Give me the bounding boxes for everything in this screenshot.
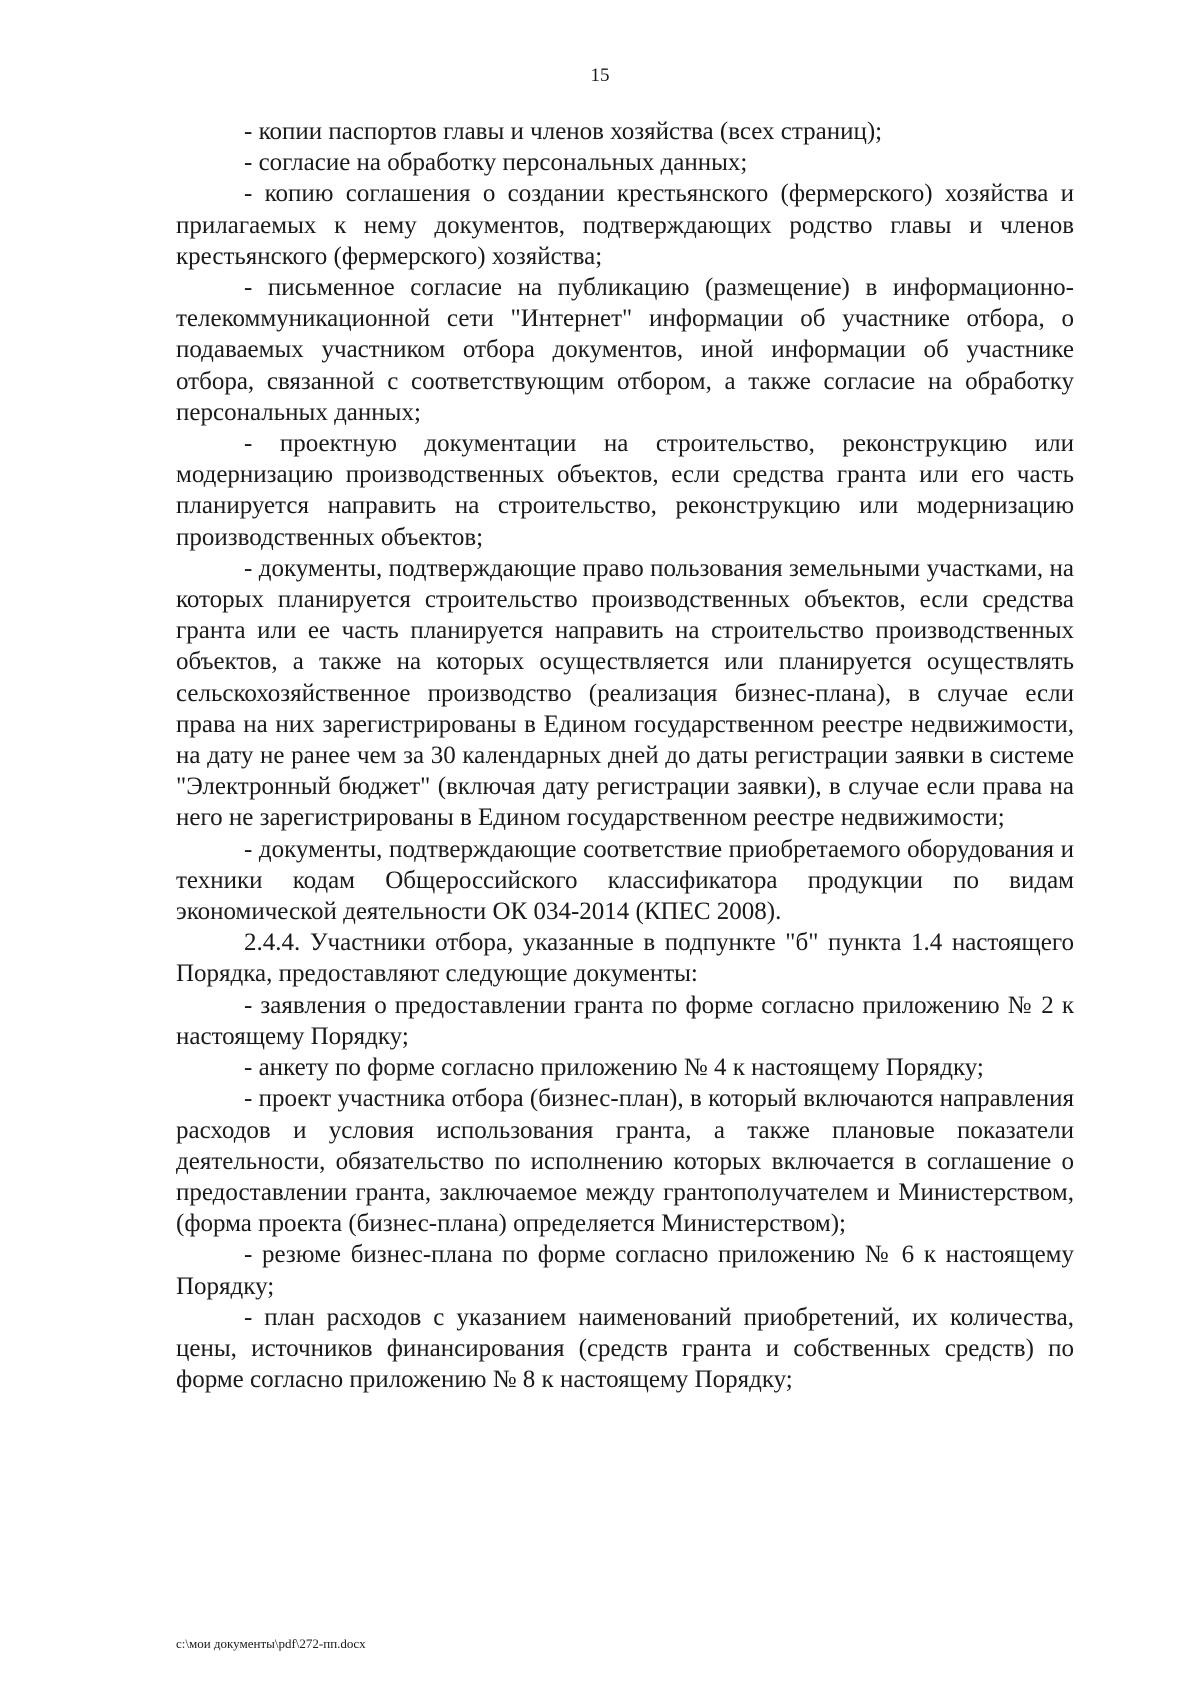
footer-file-path: c:\мои документы\pdf\272-пп.docx <box>176 1636 366 1651</box>
list-item-passport-copies: - копии паспортов главы и членов хозяйства (всех страниц); <box>244 118 883 145</box>
document-body <box>176 116 1074 1395</box>
page-number: 15 <box>590 65 610 86</box>
list-item-business-plan: - проект участника отбора (бизнес-план), в который включаются направления расходов и условия использования гранта, а также плановые показатели деятельности, обязательство по исполнению которых включается в соглашение о предоставлении гранта, заключаемое между грантополучателем и Министерством, (форма проекта (бизнес-плана) определяется Министерством); <box>176 1085 1074 1238</box>
list-item-farm-agreement-copy: - копию соглашения о создании крестьянского (фермерского) хозяйства и прилагаемых к нему документов, подтверждающих родство главы и членов крестьянского (фермерского) хозяйства; <box>176 180 1074 270</box>
list-item-questionnaire: - анкету по форме согласно приложению № 4 к настоящему Порядку; <box>244 1054 984 1082</box>
list-item-publication-consent: - письменное согласие на публикацию (размещение) в информационно-телекоммуникационной сети "Интернет" информации об участнике отбора, о подаваемых участником отбора документов, иной информации об участнике отбора, связанной с соответствующим отбором, а также согласие на обработку персональных данных; <box>176 274 1074 426</box>
list-item-business-plan-summary: - резюме бизнес-плана по форме согласно приложению № 6 к настоящему Порядку; <box>176 1241 1074 1300</box>
list-item-project-documentation: - проектную документации на строительство, реконструкцию или модернизацию производственных объектов, если средства гранта или его часть планируется направить на строительство, реконструкцию или модернизацию производственных объектов; <box>176 430 1074 551</box>
list-item-personal-data-consent: - согласие на обработку персональных данных; <box>244 149 748 177</box>
list-item-grant-application: - заявления о предоставлении гранта по форме согласно приложению № 2 к настоящему Порядку; <box>176 991 1074 1050</box>
list-item-land-use-documents: - документы, подтверждающие право пользования земельными участками, на которых планируется строительство производственных объектов, если средства гранта или ее часть планируется направить на строительство производственных объектов, а также на которых осуществляется или планируется осуществлять сельскохозяйственное производство (реализация бизнес-плана), в случае если права на них зарегистрированы в Едином государственном реестре недвижимости, на дату не ранее чем за 30 календарных дней до даты регистрации заявки в системе "Электронный бюджет" (включая дату регистрации заявки), в случае если права на него не зарегистрированы в Едином государственном реестре недвижимости; <box>176 554 1074 832</box>
list-item-equipment-compliance: - документы, подтверждающие соответствие приобретаемого оборудования и техники кодам Общероссийского классификатора продукции по видам экономической деятельности ОК 034-2014 (КПЕС 2008). <box>176 835 1074 926</box>
section-2-4-4-heading: 2.4.4. Участники отбора, указанные в подпункте "б" пункта 1.4 настоящего Порядка, предоставляют следующие документы: <box>176 929 1074 988</box>
list-item-expense-plan: - план расходов с указанием наименований приобретений, их количества, цены, источников финансирования (средств гранта и собственных средств) по форме согласно приложению № 8 к настоящему Порядку; <box>176 1303 1074 1394</box>
